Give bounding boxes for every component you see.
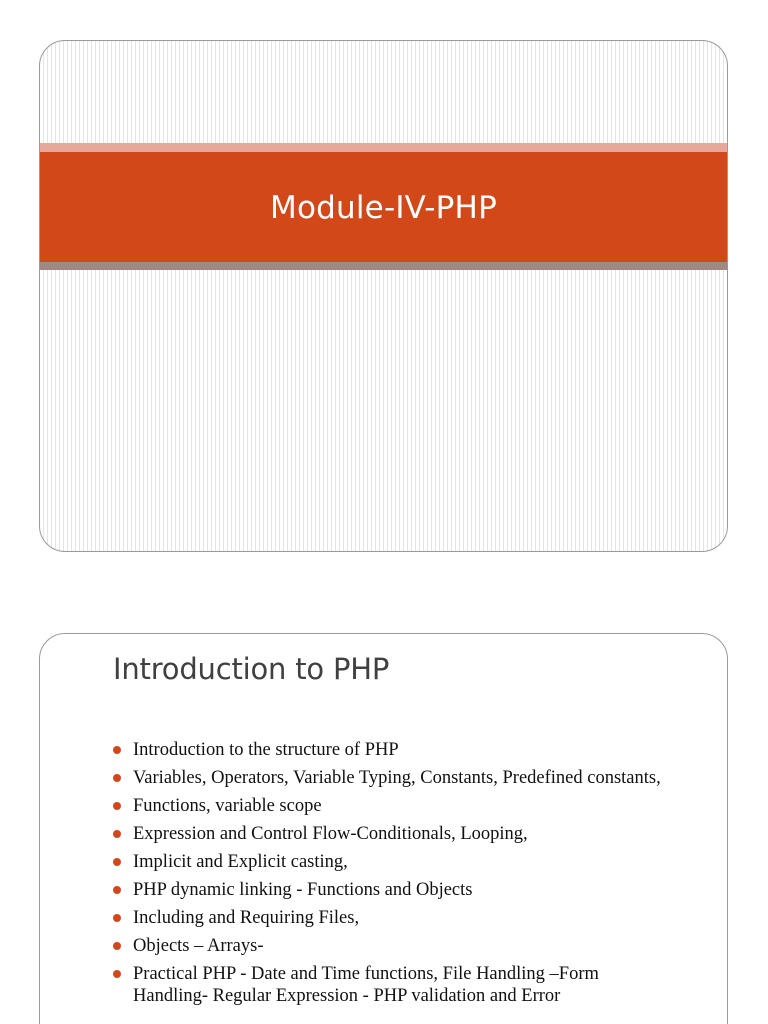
bullet-dot-icon (113, 802, 121, 810)
title-slide (39, 40, 728, 552)
list-item (112, 767, 672, 789)
list-item-text: Implicit and Explicit casting, (133, 852, 348, 872)
content-slide-title: Introduction to PHP (113, 652, 390, 686)
list-item (112, 823, 672, 845)
bullet-list (112, 739, 672, 1013)
bullet-dot-icon (113, 830, 121, 838)
title-band-top-stripe (40, 143, 727, 152)
list-item (112, 795, 672, 817)
slide-title: Module-IV-PHP (270, 190, 497, 226)
list-item-text: Objects – Arrays- (133, 936, 264, 956)
list-item-text: Including and Requiring Files, (133, 908, 360, 928)
list-item (112, 879, 672, 901)
list-item (112, 935, 672, 957)
bullet-dot-icon (113, 914, 121, 922)
list-item (112, 963, 672, 1007)
bullet-dot-icon (113, 746, 121, 754)
title-band (40, 152, 727, 262)
list-item-text: Expression and Control Flow-Conditionals, Looping, (133, 824, 528, 844)
bullet-dot-icon (113, 858, 121, 866)
list-item (112, 739, 672, 761)
list-item-text: Variables, Operators, Variable Typing, Constants, Predefined constants, (133, 768, 661, 788)
list-item-text: Practical PHP - Date and Time functions, File Handling –Form Handling- Regular Expression - PHP validation and Error (133, 964, 599, 1006)
list-item-text: Introduction to the structure of PHP (133, 740, 399, 760)
content-slide (39, 633, 728, 1024)
list-item-text: Functions, variable scope (133, 796, 322, 816)
list-item-text: PHP dynamic linking - Functions and Objects (133, 880, 473, 900)
list-item (112, 907, 672, 929)
title-band-bottom-stripe (40, 262, 727, 270)
bullet-dot-icon (113, 774, 121, 782)
list-item (112, 851, 672, 873)
bullet-dot-icon (113, 942, 121, 950)
bullet-dot-icon (113, 886, 121, 894)
bullet-dot-icon (113, 970, 121, 978)
